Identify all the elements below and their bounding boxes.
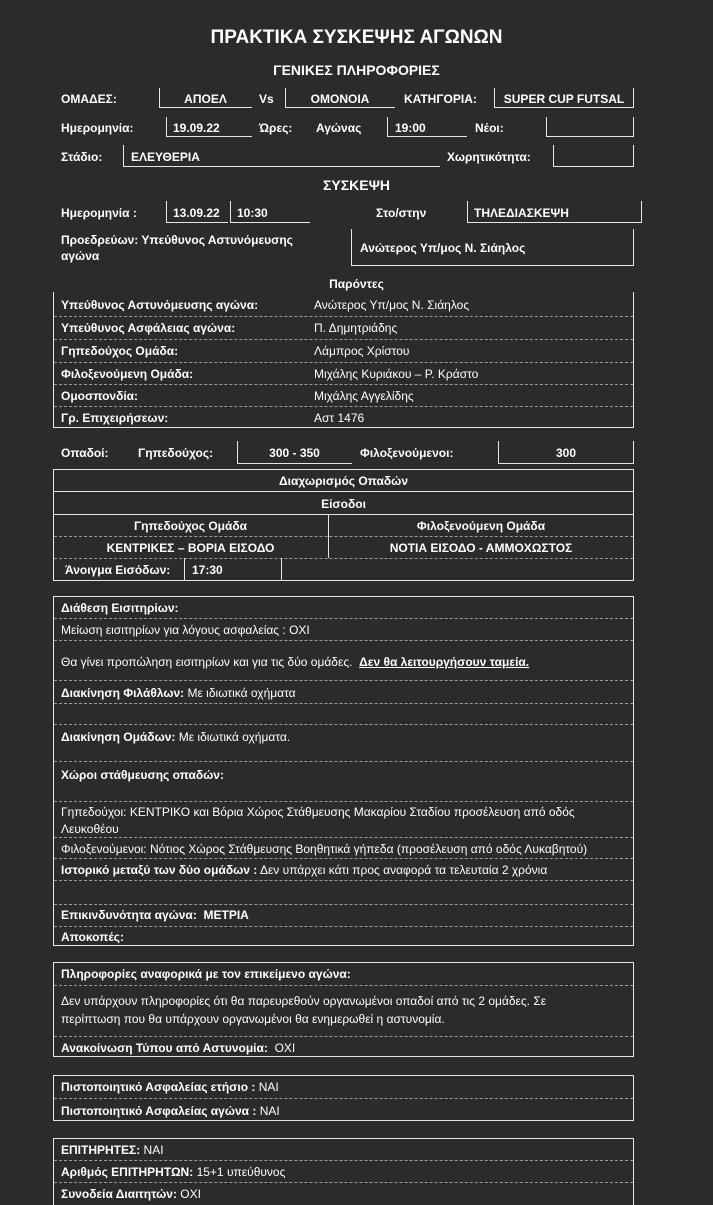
home-entrance: ΚΕΝΤΡΙΚΕΣ – ΒΟΡΙΑ ΕΙΣΟΔΟ	[106, 541, 275, 555]
tickets-reduction: Μείωση εισιτηρίων για λόγους ασφαλείας : ΟΧΙ	[61, 623, 310, 637]
history	[61, 863, 547, 877]
history-value: Δεν υπάρχει κάτι προς αναφορά τα τελευταία 2 χρόνια	[259, 863, 548, 877]
meeting-place: ΤΗΛΕΔΙΑΣΚΕΨΗ	[474, 206, 569, 220]
attendee-label: Υπεύθυνος Αστυνόμευσης αγώνα:	[61, 298, 259, 312]
home-team: ΑΠΟΕΛ	[184, 92, 227, 106]
risk-value: ΜΕΤΡΙΑ	[203, 908, 249, 922]
teams-transport-value: Με ιδιωτικά οχήματα.	[178, 730, 291, 744]
attendee-value: Μιχάλης Αγγελίδης	[314, 389, 414, 403]
referees-escort	[61, 1187, 201, 1201]
fans-transport	[61, 686, 296, 700]
fans-label: Οπαδοί:	[61, 446, 109, 460]
stewards-count-label: Αριθμός ΕΠΙΤΗΡΗΤΩΝ:	[61, 1165, 194, 1179]
chair-label-line2: αγώνα	[61, 249, 100, 263]
attendee-value: Ανώτερος Υπ/μος Ν. Σιάηλος	[314, 298, 470, 312]
attendee-label: Γρ. Επιχειρήσεων:	[61, 411, 169, 425]
history-label: Ιστορικό μεταξύ των δύο ομάδων :	[61, 863, 258, 877]
away-team: ΟΜΟΝΟΙΑ	[310, 92, 370, 106]
attendees-table	[53, 292, 634, 428]
annual-cert-value: ΝΑΙ	[258, 1080, 279, 1094]
fans-home-value: 300 - 350	[269, 446, 320, 460]
annual-cert-label: Πιστοποιητικό Ασφαλείας ετήσιο :	[61, 1080, 256, 1094]
home-parking-line1: Γηπεδούχοι: ΚΕΝΤΡΙΚΟ και Βόρια Χώρος Στάθμευσης Μακαρίου Σταδίου προσέλευση από οδός	[61, 805, 575, 819]
info-line2: περίπτωση που θα υπάρχουν οργανωμένοι θα ενημερωθεί η αστυνομία.	[61, 1012, 445, 1026]
attendee-label: Ομοσπονδία:	[61, 389, 139, 403]
attendee-value: Αστ 1476	[314, 411, 365, 425]
info-heading: Πληροφορίες αναφορικά με τον επικείμενο αγώνα:	[61, 967, 351, 981]
parking-label: Χώροι στάθμευσης οπαδών:	[61, 768, 224, 782]
away-parking: Φιλοξενούμενοι: Νότιος Χώρος Στάθμευσης Βοηθητικά γήπεδα (προσέλευση από οδός Λυκαβητού)	[61, 842, 588, 856]
home-parking-line2: Λευκοθέου	[61, 822, 119, 836]
risk-label: Επικινδυνότητα αγώνα:	[61, 908, 197, 922]
page-title: ΠΡΑΚΤΙΚΑ ΣΥΣΚΕΨΗΣ ΑΓΩΝΩΝ	[210, 27, 503, 48]
attendee-label: Γηπεδούχος Ομάδα:	[61, 344, 179, 358]
home-team-col: Γηπεδούχος Ομάδα	[133, 519, 248, 533]
chair-value: Ανώτερος Υπ/μος Ν. Σιάηλος	[360, 241, 526, 255]
stadium-label: Στάδιο:	[61, 150, 103, 164]
hours-label: Ώρες:	[259, 121, 293, 135]
match-label: Αγώνας	[316, 121, 362, 135]
category-label: ΚΑΤΗΓΟΡΙΑ:	[404, 92, 477, 106]
annual-cert	[61, 1080, 279, 1094]
tickets-presale	[61, 655, 529, 669]
meeting-date-label: Ημερομηνία :	[61, 206, 137, 220]
general-info-heading: ΓΕΝΙΚΕΣ ΠΛΗΡΟΦΟΡΙΕΣ	[273, 62, 440, 78]
presale-text: Θα γίνει προπώληση εισιτηρίων και για τις δύο ομάδες.	[61, 655, 353, 669]
separation-heading: Διαχωρισμός Οπαδών	[279, 474, 408, 488]
press-value: ΟΧΙ	[274, 1041, 296, 1055]
meeting-heading: ΣΥΣΚΕΨΗ	[322, 177, 391, 193]
stadium-value: ΕΛΕΥΘΕΡΙΑ	[131, 150, 200, 164]
stewards	[61, 1143, 164, 1157]
presale-note: Δεν θα λειτουργήσουν ταμεία.	[359, 655, 530, 669]
away-team-col: Φιλοξενούμενη Ομάδα	[416, 519, 546, 533]
meeting-date: 13.09.22	[173, 206, 220, 220]
press-label: Ανακοίνωση Τύπου από Αστυνομία:	[61, 1041, 268, 1055]
match-cert-label: Πιστοποιητικό Ασφαλείας αγώνα :	[61, 1104, 257, 1118]
meeting-time: 10:30	[237, 206, 268, 220]
match-time: 19:00	[395, 121, 426, 135]
fans-transport-value: Με ιδιωτικά οχήματα	[187, 686, 296, 700]
match-cert	[61, 1104, 280, 1118]
risk	[61, 908, 249, 922]
referees-label: Συνοδεία Διαιτητών:	[61, 1187, 177, 1201]
press-release	[61, 1041, 295, 1055]
cuts-label: Αποκοπές:	[61, 930, 124, 944]
opening-label: Άνοιγμα Εισόδων:	[65, 563, 171, 577]
fans-home-label: Γηπεδούχος:	[138, 446, 214, 460]
match-cert-value: ΝΑΙ	[259, 1104, 280, 1118]
attendee-label: Υπεύθυνος Ασφάλειας αγώνα:	[61, 321, 236, 335]
fans-away-label: Φιλοξενούμενοι:	[360, 446, 454, 460]
match-date: 19.09.22	[173, 121, 220, 135]
stewards-value: ΝΑΙ	[143, 1143, 164, 1157]
info-line1: Δεν υπάρχουν πληροφορίες ότι θα παρευρεθούν οργανωμένοι οπαδοί από τις 2 ομάδες. Σε	[61, 994, 547, 1008]
fans-away-value: 300	[555, 446, 577, 460]
capacity-label: Χωρητικότητα:	[447, 150, 531, 164]
teams-transport	[61, 730, 290, 744]
stewards-count	[61, 1165, 285, 1179]
opening-time: 17:30	[192, 563, 223, 577]
category-value: SUPER CUP FUTSAL	[503, 92, 625, 106]
meeting-place-label: Στο/στην	[376, 206, 427, 220]
teams-label: ΟΜΑΔΕΣ:	[61, 92, 117, 106]
fans-transport-label: Διακίνηση Φιλάθλων:	[61, 686, 185, 700]
date-label: Ημερομηνία:	[61, 121, 134, 135]
tickets-heading: Διάθεση Εισιτηρίων:	[61, 601, 179, 615]
teams-transport-label: Διακίνηση Ομάδων:	[61, 730, 176, 744]
attendee-value: Μιχάλης Κυριάκου – Ρ. Κράστο	[314, 367, 479, 381]
vs-label: Vs	[259, 92, 274, 106]
attendees-heading: Παρόντες	[329, 277, 384, 291]
attendee-value: Π. Δημητριάδης	[314, 321, 398, 335]
chair-label-line1: Προεδρεύων: Υπεύθυνος Αστυνόμευσης	[61, 233, 293, 247]
attendee-value: Λάμπρος Χρίστου	[314, 344, 410, 358]
away-entrance: ΝΟΤΙΑ ΕΙΣΟΔΟ - ΑΜΜΟΧΩΣΤΟΣ	[389, 541, 573, 555]
stewards-label: ΕΠΙΤΗΡΗΤΕΣ:	[61, 1143, 141, 1157]
stewards-count-value: 15+1 υπεύθυνος	[196, 1165, 286, 1179]
entrances-heading: Είσοδοι	[321, 497, 366, 511]
attendee-label: Φιλοξενούμενη Ομάδα:	[61, 367, 194, 381]
referees-value: ΟΧΙ	[180, 1187, 201, 1201]
youth-label: Νέοι:	[475, 121, 504, 135]
